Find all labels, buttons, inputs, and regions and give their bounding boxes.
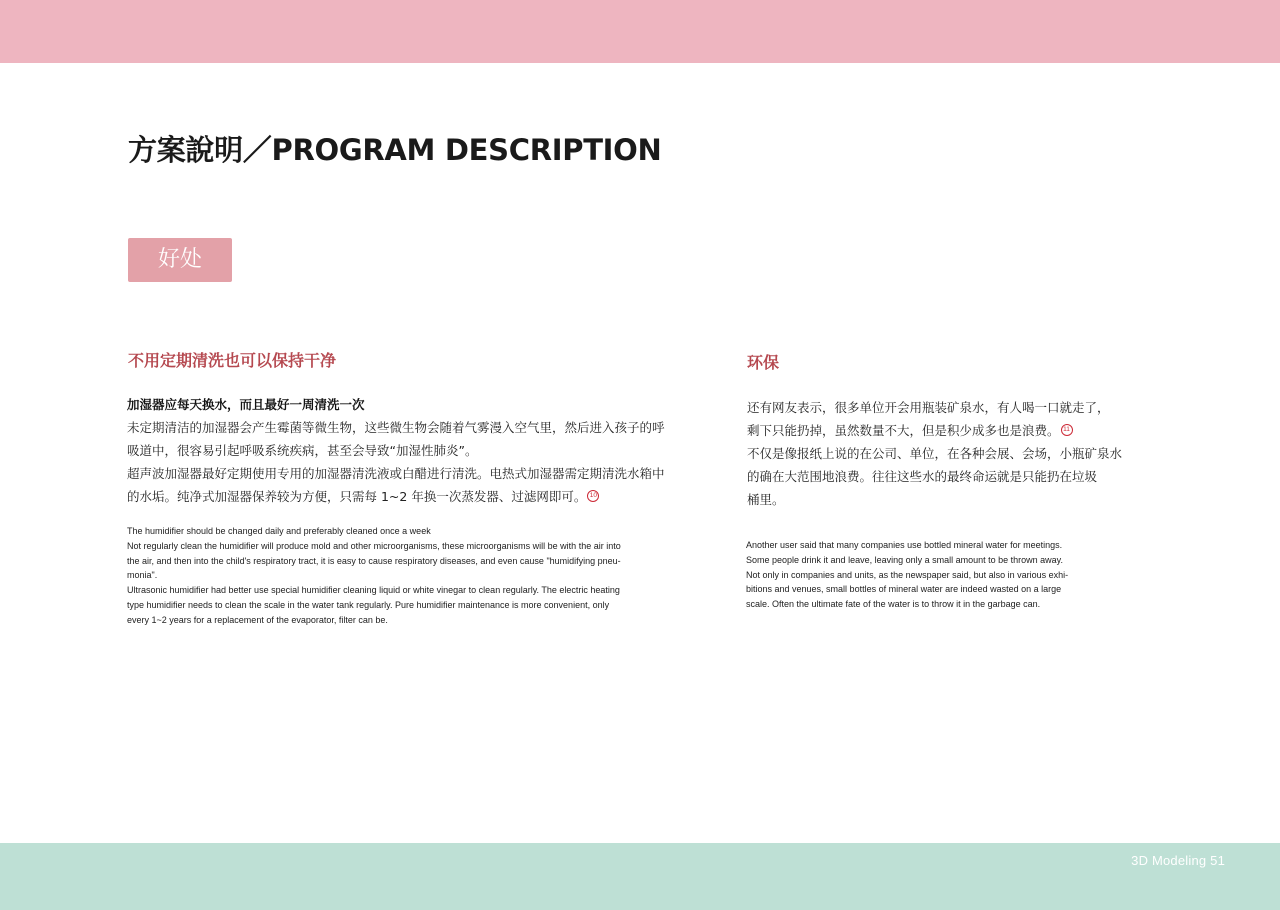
bottom-decorative-band xyxy=(0,843,1280,910)
left-english-body xyxy=(127,524,687,628)
right-cn-line: 不仅是像报纸上说的在公司、单位，在各种会展、会场，小瓶矿泉水 xyxy=(747,446,1123,461)
left-en-line: every 1~2 years for a replacement of the evaporator, filter can be. xyxy=(127,614,388,625)
page-title: 方案說明／PROGRAM DESCRIPTION xyxy=(128,133,662,167)
right-en-line: scale. Often the ultimate fate of the water is to throw it in the garbage can. xyxy=(746,599,1041,610)
left-cn-line: 吸道中，很容易引起呼吸系统疾病，甚至会导致“加湿性肺炎”。 xyxy=(127,443,478,458)
left-cn-line xyxy=(127,485,687,508)
left-en-line: The humidifier should be changed daily and preferably cleaned once a week xyxy=(127,526,431,536)
reference-mark-icon: 10 xyxy=(587,490,599,502)
top-decorative-band xyxy=(0,0,1280,63)
right-en-line: Some people drink it and leave, leaving only a small amount to be thrown away. xyxy=(746,554,1064,565)
left-cn-subheading: 加湿器应每天换水，而且最好一周清洗一次 xyxy=(127,397,365,412)
left-en-line: Ultrasonic humidifier had better use special humidifier cleaning liquid or white vinegar to clean regularly. The electric heating xyxy=(127,585,620,596)
left-heading: 不用定期清洗也可以保持干净 xyxy=(128,351,337,370)
left-chinese-body xyxy=(127,393,687,508)
right-en-line: bitions and venues, small bottles of mineral water are indeed wasted on a large xyxy=(746,584,1062,595)
left-en-line: type humidifier needs to clean the scale in the water tank regularly. Pure humidifier maintenance is more convenient, only xyxy=(127,599,610,610)
right-cn-line: 桶里。 xyxy=(747,492,785,507)
left-en-line: monia". xyxy=(127,570,158,581)
right-en-line: Not only in companies and units, as the newspaper said, but also in various exhi- xyxy=(746,569,1069,580)
section-badge: 好处 xyxy=(128,238,232,282)
left-en-line: Not regularly clean the humidifier will produce mold and other microorganisms, these microorganisms will be with the air into xyxy=(127,540,621,551)
left-cn-line-text: 的水垢。纯净式加湿器保养较为方便，只需每 1~2 年换一次蒸发器、过滤网即可。 xyxy=(127,489,587,504)
right-english-body xyxy=(746,538,1126,612)
right-cn-line-text: 剩下只能扔掉，虽然数量不大，但是积少成多也是浪费。 xyxy=(747,423,1060,438)
right-en-line: Another user said that many companies use bottled mineral water for meetings. xyxy=(746,540,1063,550)
page-footer: 3D Modeling 51 xyxy=(1131,853,1225,868)
right-chinese-body xyxy=(747,396,1127,511)
left-cn-line: 未定期清洁的加湿器会产生霉菌等微生物，这些微生物会随着气雾漫入空气里，然后进入孩子的呼 xyxy=(127,420,665,435)
right-cn-line xyxy=(747,419,1127,442)
left-en-line: the air, and then into the child's respiratory tract, it is easy to cause respiratory diseases, and even cause "humidifying pneu- xyxy=(127,555,621,566)
reference-mark-icon: 11 xyxy=(1061,424,1073,436)
right-cn-line: 的确在大范围地浪费。往往这些水的最终命运就是只能扔在垃圾 xyxy=(747,469,1098,484)
left-cn-line: 超声波加湿器最好定期使用专用的加湿器清洗液或白醋进行清洗。电热式加湿器需定期清洗水箱中 xyxy=(127,466,665,481)
right-cn-line: 还有网友表示，很多单位开会用瓶装矿泉水，有人喝一口就走了， xyxy=(747,400,1110,415)
right-heading: 环保 xyxy=(747,353,780,372)
